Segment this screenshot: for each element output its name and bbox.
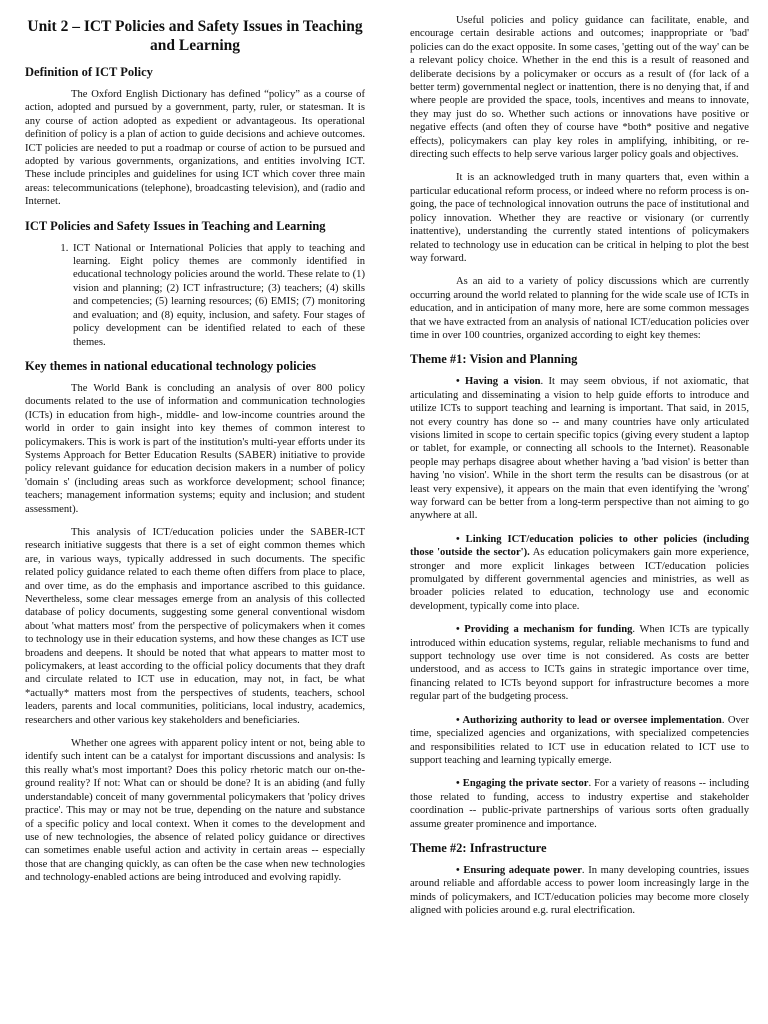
left-column <box>25 14 365 895</box>
text-vision: . It may seem obvious, if not axiomatic, that articulating and disseminating a vision to help guide efforts to introduce and utilize ICTs to support teaching and learning is important. That said, in 2015, not every country has done so -- and many countries have only articulated visions limited in scope to certain specific topics (giving every student a laptop or tablet, for example, or connecting all schools to the Internet). Reasonable people may perhaps disagree about whether having a 'bad vision' is better than having 'no vision'. While in the short term the results can be disastrous (or at least very expensive), it appears on the main that even identifying the 'wrong' way forward can be better from a long-term perspective than not aiming to go anywhere at all. <box>410 376 749 522</box>
bold-power: • Ensuring adequate power <box>456 864 582 876</box>
bold-funding: • Providing a mechanism for funding <box>456 624 633 636</box>
text-private: . For a variety of reasons -- including those related to funding, access to industry expertise and stakeholder coordination -- public-private partnerships of various sorts often gradually assume greater prominence and importance. <box>410 778 749 830</box>
paragraph-definition: The Oxford English Dictionary has defined “policy” as a course of action, adopted and pursued by a government, party, ruler, or statesman. It is any course of action adopted as expedient or advantageous. Its operational definition of policy is a plan of action to guide decisions and achieve outcomes. ICT policies are needed to put a roadmap or course of action to be pursued and adopted by various governments, organizations, and entities involving ICT. These include principles and guidelines for using ICT which cover three main areas: telecommunications (telephone), broadcasting television), and (radio and Internet. <box>25 89 365 208</box>
text-linking: As education policymakers gain more experience, stronger and more explicit linkages between ICT/education policies promulgated by different governmental agencies and ministries, as well as broader policies related to education, technology use and economic development, typically come into place. <box>410 547 749 612</box>
paragraph-authority <box>410 714 749 768</box>
text-power: . In many developing countries, issues around reliable and affordable access to power loom increasingly large in the minds of policymakers, and ICT/education policies may become more closely aligned with policies around e.g. rural electrification. <box>410 864 750 917</box>
paragraph-analysis: This analysis of ICT/education policies under the SABER-ICT research initiative suggests that there is a set of eight common themes which are, in various ways, typically addressed in such documents. The specific related policy guidance related to each theme often differs from place to place, and over time, as do the emphasis and importance ascribed to this guidance. Nevertheless, some clear messages emerge from an analysis of this collected database of policy documents, suggesting some general conventional wisdom about 'what matters most' from the perspective of policymakers when it comes to technology use in their education systems, and how these changes as ICT use broadens and deepens. It should be noted that what appears to matter most to policymakers, at least according to the official policy documents that they draft and circulate related to ICT use in education, may not, in fact, be what *actually* matters most from the perspectives of students, teachers, school leaders, parents and local communities, politicians, local industry, academics, researchers and other various key stakeholders and beneficiaries. <box>25 526 365 726</box>
numbered-list <box>25 242 365 349</box>
bold-authority: • Authorizing authority to lead or oversee implementation <box>456 714 722 726</box>
paragraph-useful: Useful policies and policy guidance can facilitate, enable, and encourage certain desirable actions and outcomes; inappropriate or 'bad' policies can do the exact opposite. In some cases, 'getting out of the way' can be a relevant policy choice. Whether in the end this is a result of reasoned and deliberate decisions by a policymaker or occurs as a result of (for lack of a better term) governmental neglect or inattention, there is no denying that, if and where people are provided the space, tools, incentives and means to innovate, they may just do so. Whether such actions or innovations have positive or negative effects (and often they of course have *both* positive and negative effects), policymakers can play key roles in amplifying, inhibiting, or re-directing such effects to help serve various larger policy goals and objectives. <box>410 15 749 161</box>
text-funding: . When ICTs are typically introduced within education systems, regular, reliable mechanisms to fund and support technology use over time is not considered. As costs are better understood, and as access to ICTs gains in strategic importance over time, financing related to ICTs beyond support for infrastructure becomes a more regular part of the budgeting process. <box>410 624 749 703</box>
bold-vision: • Having a vision <box>456 376 541 388</box>
paragraph-funding <box>410 623 749 703</box>
paragraph-acknowledged: It is an acknowledged truth in many quarters that, even within a particular educational reform process, or indeed where no reform process is on-going, the pace of technological innovation outruns the pace of institutional and policy innovation. Whether they are reactive or visionary (or currently inattentive), understanding the currently stated intentions of policymakers related to technology use in education can be critical in helping to plot the best way forward. <box>410 172 749 264</box>
paragraph-vision <box>410 375 749 522</box>
text-authority: . Over time, specialized agencies and organizations, with specialized competencies and responsibilities related to ICT use in education related to ICT use to support teaching and learning typically emerge. <box>410 714 749 766</box>
paragraph-whether: Whether one agrees with apparent policy intent or not, being able to identify such intent can be a catalyst for important discussions and analysis: Is this really what's most important? Does this policy rhetoric match our on-the-ground reality? If not: What can or should be done? It is an abiding (and fully understandable) conceit of many governmental policymakers that 'policy drives practice'. This may or may not be true, depending on the nature and substance of a specific policy and local context. When it comes to the development and use of new technologies, the absence of related policy guidance or directives can sometimes enable useful action and activity in certain areas -- especially those that are changing quickly, as can often be the case when new technologies and technology-enabled actions are being introduced and evolving rapidly. <box>25 738 365 884</box>
paragraph-aid: As an aid to a variety of policy discussions which are currently occurring around the world related to planning for the wide scale use of ICTs in education, and in anticipation of many more, here are some common messages that we have extracted from an analysis of national ICT/education policies over time in over 100 countries, organized according to eight key themes: <box>410 276 749 341</box>
list-item: 1. ICT National or International Policies that apply to teaching and learning. Eight policy themes are commonly identified in educational technology policies around the world. These relate to (1) vision and planning; (2) ICT infrastructure; (3) teachers; (4) skills and competencies; (5) learning resources; (6) EMIS; (7) monitoring and evaluation; and (8) equity, inclusion, and safety. Four stages of policy development can be identified related to each of these themes. <box>71 242 365 349</box>
paragraph-linking <box>410 533 749 613</box>
right-column <box>410 14 749 928</box>
heading-key-themes: Key themes in national educational technology policies <box>25 358 316 373</box>
heading-theme-1: Theme #1: Vision and Planning <box>410 352 578 367</box>
page-title: Unit 2 – ICT Policies and Safety Issues in Teaching and Learning <box>27 18 363 54</box>
bold-linking: • Linking ICT/education policies to other policies (including those 'outside the sector'). <box>410 533 749 559</box>
heading-definition: Definition of ICT Policy <box>25 65 153 79</box>
paragraph-power <box>410 864 749 918</box>
heading-policies-safety: ICT Policies and Safety Issues in Teaching and Learning <box>25 218 326 233</box>
bold-private: • Engaging the private sector <box>456 778 589 790</box>
paragraph-private <box>410 777 749 831</box>
heading-theme-2: Theme #2: Infrastructure <box>410 840 547 855</box>
paragraph-world-bank: The World Bank is concluding an analysis of over 800 policy documents related to the use of information and communication technologies (ICTs) in education from high-, middle- and low-income countries around the world in order to gain insight into key themes of common interest to policymakers. This is work is part of the institution's multi-year efforts under its Systems Approach for Better Education Results (SABER) initiative to provide policy relevant guidance for education decision makers in a number of policy 'domain s' (including areas such as workforce development; school finance; teachers; management information systems; equity and inclusion; and student assessment). <box>25 382 365 515</box>
